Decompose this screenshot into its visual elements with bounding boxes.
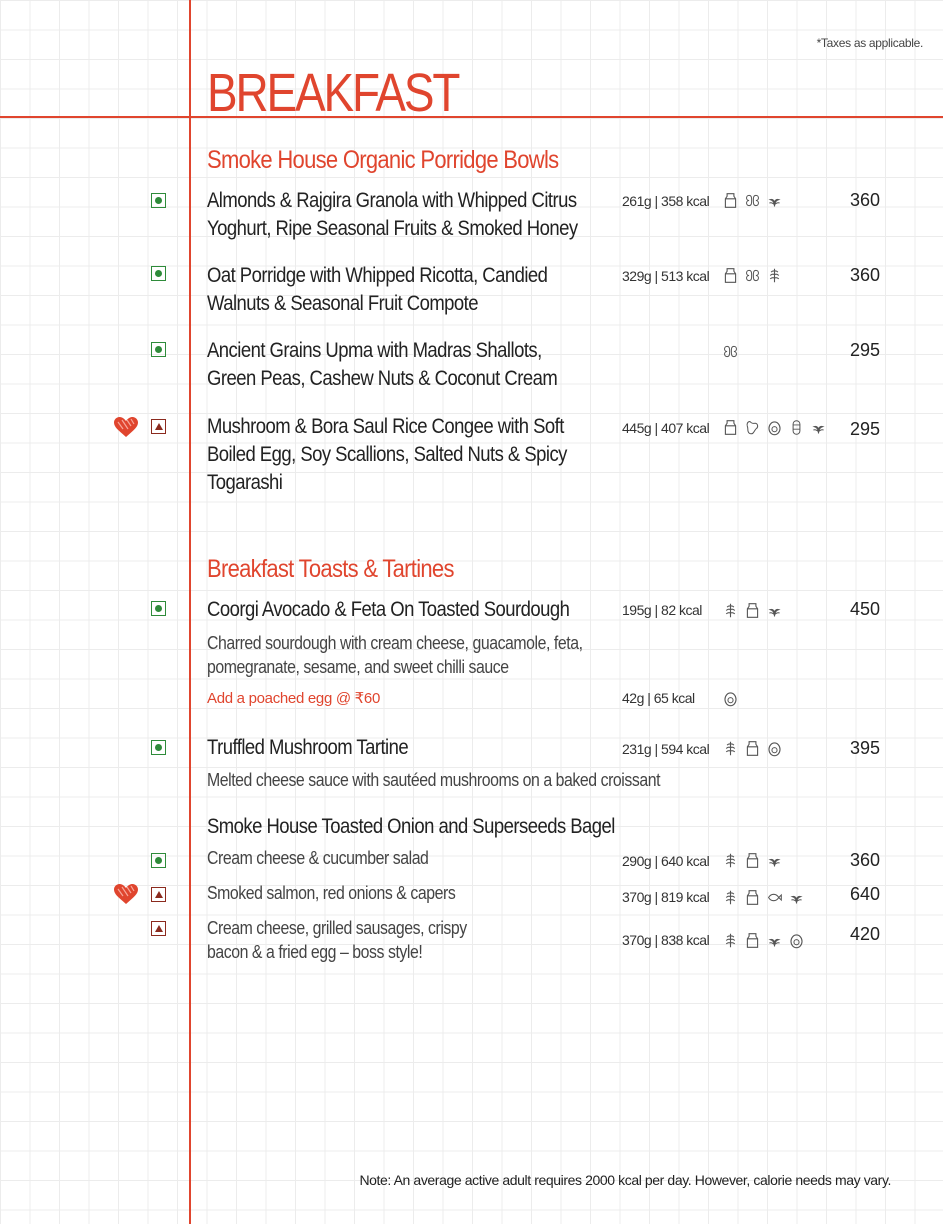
vegan-leaf-icon — [766, 192, 783, 209]
allergen-icons — [722, 740, 783, 757]
dairy-icon — [722, 267, 739, 284]
calorie-footer-note: Note: An average active adult requires 2000 kcal per day. However, calorie needs may vary. — [359, 1172, 891, 1188]
dairy-icon — [744, 740, 761, 757]
nonveg-indicator — [151, 419, 166, 434]
item-variant: Cream cheese, grilled sausages, crispy bacon & a fried egg – boss style! — [207, 918, 467, 962]
dairy-icon — [744, 602, 761, 619]
veg-indicator — [151, 342, 166, 357]
soy-icon — [788, 419, 805, 436]
item-name: Ancient Grains Upma with Madras Shallots, Green Peas, Cashew Nuts & Coconut Cream — [207, 339, 558, 390]
gluten-icon — [766, 267, 783, 284]
gluten-icon — [722, 602, 739, 619]
item-name: Coorgi Avocado & Feta On Toasted Sourdough — [207, 598, 570, 621]
nonveg-indicator — [151, 921, 166, 936]
item-description: Charred sourdough with cream cheese, guacamole, feta, pomegranate, sesame, and sweet chilli sauce — [207, 633, 583, 677]
addon-weight-kcal: 42g | 65 kcal — [622, 690, 695, 706]
nuts-icon — [744, 192, 761, 209]
allergen-icons — [722, 192, 783, 209]
item-name: Truffled Mushroom Tartine — [207, 736, 409, 759]
section-title: Smoke House Organic Porridge Bowls — [207, 146, 559, 174]
veg-indicator — [151, 740, 166, 755]
item-price: 420 — [849, 924, 880, 944]
title-horizontal-rule — [0, 116, 943, 118]
egg-icon — [722, 690, 739, 707]
item-weight-kcal: 329g | 513 kcal — [622, 268, 710, 284]
heart-icon — [113, 883, 139, 905]
item-weight-kcal: 290g | 640 kcal — [622, 853, 710, 869]
item-weight-kcal: 261g | 358 kcal — [622, 193, 710, 209]
item-price: 450 — [849, 599, 880, 619]
allergen-icons — [722, 852, 783, 869]
item-price: 360 — [849, 850, 880, 870]
gluten-icon — [722, 932, 739, 949]
item-name: Almonds & Rajgira Granola with Whipped Citrus Yoghurt, Ripe Seasonal Fruits & Smoked Honey — [207, 189, 578, 240]
veg-indicator — [151, 601, 166, 616]
item-price: 295 — [849, 419, 880, 439]
item-weight-kcal: 231g | 594 kcal — [622, 741, 710, 757]
item-variant: Smoked salmon, red onions & capers — [207, 883, 456, 903]
egg-icon — [788, 932, 805, 949]
taxes-note: *Taxes as applicable. — [816, 36, 923, 50]
allergen-icons — [722, 419, 827, 436]
item-weight-kcal: 195g | 82 kcal — [622, 602, 702, 618]
item-weight-kcal: 370g | 819 kcal — [622, 889, 710, 905]
gluten-icon — [722, 852, 739, 869]
nuts-icon — [722, 343, 739, 360]
allergen-icons — [722, 343, 739, 360]
dairy-icon — [744, 889, 761, 906]
allergen-icons — [722, 267, 783, 284]
item-name: Mushroom & Bora Saul Rice Congee with Soft Boiled Egg, Soy Scallions, Salted Nuts & Spicy Togarashi — [207, 415, 567, 494]
vegan-leaf-icon — [788, 889, 805, 906]
veg-indicator — [151, 266, 166, 281]
item-variant: Cream cheese & cucumber salad — [207, 848, 429, 868]
heart-icon — [113, 416, 139, 438]
page-title: BREAKFAST — [207, 63, 459, 123]
nuts-icon — [744, 267, 761, 284]
dairy-icon — [722, 192, 739, 209]
egg-icon — [766, 419, 783, 436]
veg-indicator — [151, 193, 166, 208]
item-price: 360 — [849, 190, 880, 210]
gluten-icon — [722, 740, 739, 757]
vegan-leaf-icon — [766, 932, 783, 949]
dairy-icon — [722, 419, 739, 436]
egg-icon — [766, 740, 783, 757]
allergen-icons — [722, 889, 805, 906]
item-weight-kcal: 445g | 407 kcal — [622, 420, 710, 436]
item-name: Smoke House Toasted Onion and Superseeds Bagel — [207, 815, 615, 838]
section-title: Breakfast Toasts & Tartines — [207, 555, 454, 583]
item-price: 295 — [849, 340, 880, 360]
fish-icon — [766, 889, 783, 906]
dairy-icon — [744, 852, 761, 869]
vegan-leaf-icon — [766, 602, 783, 619]
gluten-icon — [722, 889, 739, 906]
margin-vertical-rule — [189, 0, 191, 1224]
addon-text: Add a poached egg @ ₹60 — [207, 690, 381, 707]
item-weight-kcal: 370g | 838 kcal — [622, 932, 710, 948]
item-price: 395 — [849, 738, 880, 758]
allergen-icons — [722, 690, 739, 707]
vegan-leaf-icon — [766, 852, 783, 869]
nonveg-indicator — [151, 887, 166, 902]
allergen-icons — [722, 932, 805, 949]
vegan-leaf-icon — [810, 419, 827, 436]
item-name: Oat Porridge with Whipped Ricotta, Candied Walnuts & Seasonal Fruit Compote — [207, 264, 548, 315]
item-price: 640 — [849, 884, 880, 904]
peanut-icon — [744, 419, 761, 436]
dairy-icon — [744, 932, 761, 949]
allergen-icons — [722, 602, 783, 619]
item-description: Melted cheese sauce with sautéed mushrooms on a baked croissant — [207, 770, 661, 790]
item-price: 360 — [849, 265, 880, 285]
veg-indicator — [151, 853, 166, 868]
